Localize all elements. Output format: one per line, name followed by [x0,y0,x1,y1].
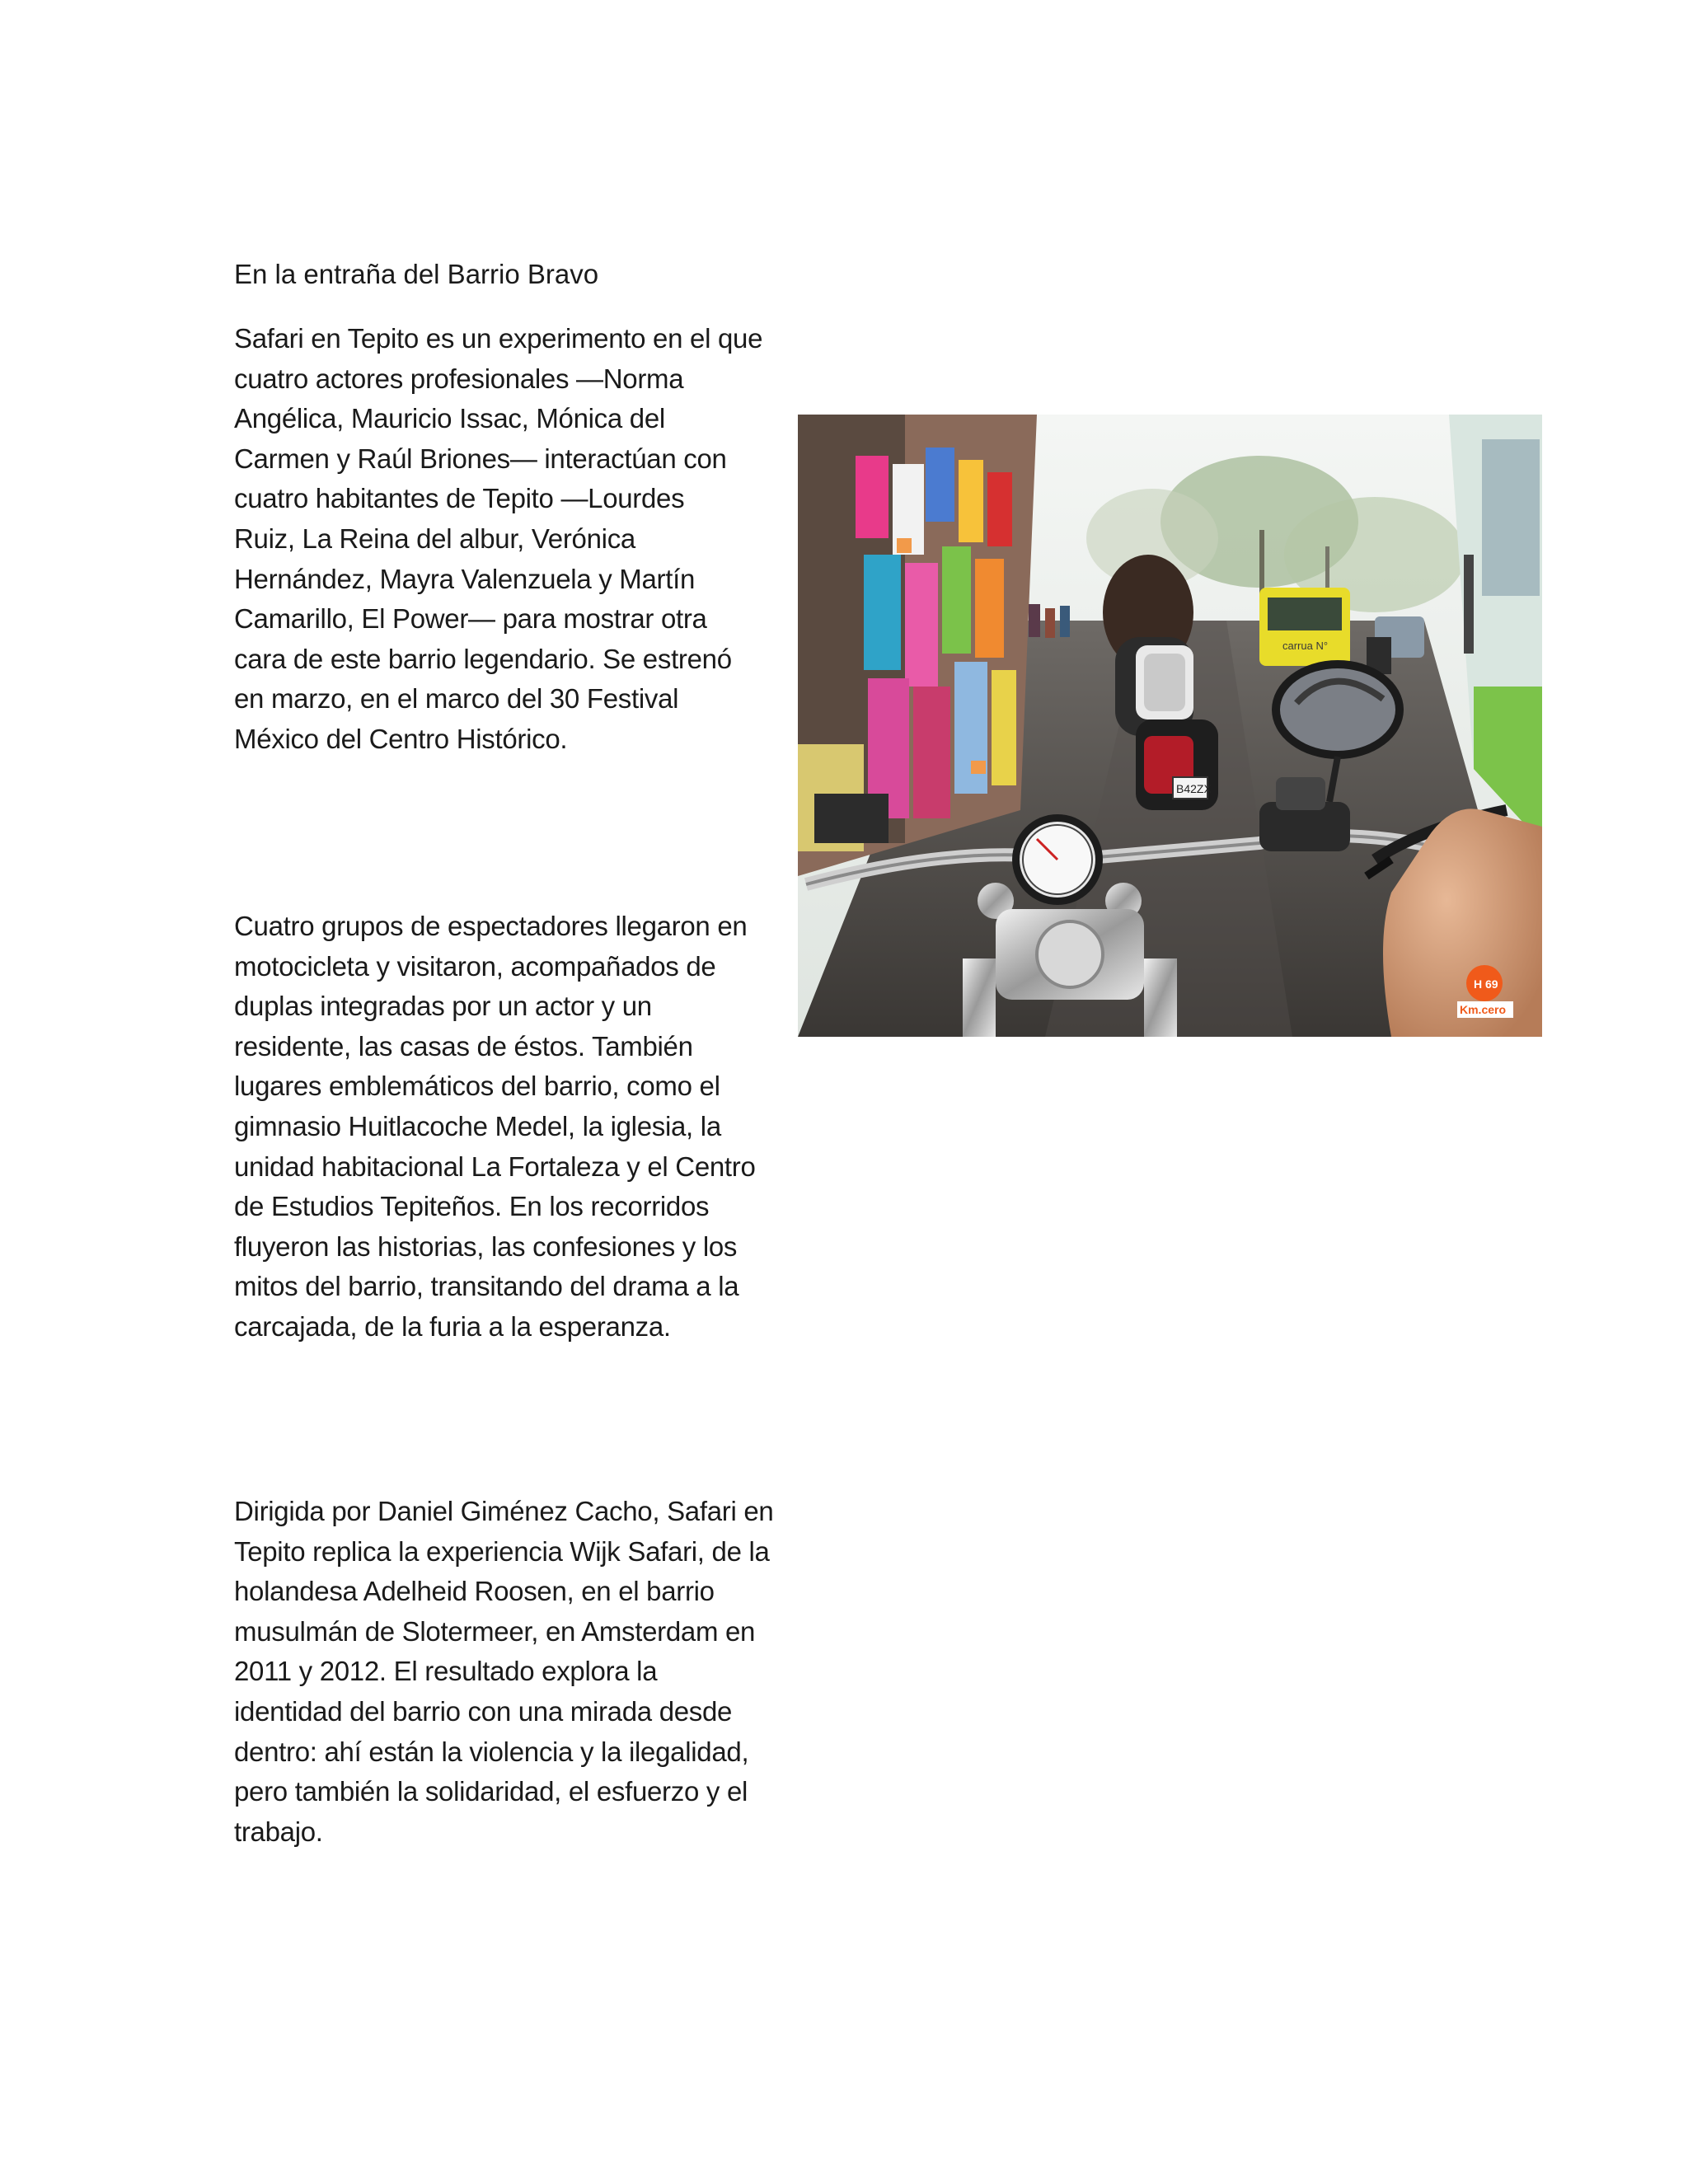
license-plate: B42ZX [1176,782,1212,795]
bus-sign: carrua N° [1282,640,1329,652]
paragraph-tour: Cuatro grupos de espectadores llegaron en motocicleta y visitaron, acompañados de duplas integradas por un actor y un residente, las casas de éstos. También lugares emblemáticos del barrio, como el gimnasio Huitlacoche Medel, la iglesia, la unidad habitacional La Fortaleza y el Centro de Estudios Tepiteños. En los recorridos fluyeron las historias, las confesiones y los mitos del barrio, transitando del drama a la carcajada, de la furia a la esperanza. [234,911,756,1342]
logo-mark: H 69 [1474,977,1498,991]
paragraph-intro: Safari en Tepito es un experimento en el que cuatro actores profesionales —Norma Angélica, Mauricio Issac, Mónica del Carmen y Raúl Briones— interactúan con cuatro habitantes de Tepito —Lourdes Ruiz, La Reina del albur, Verónica Hernández, Mayra Valenzuela y Martín Camarillo, El Power— para mostrar otra cara de este barrio legendario. Se estrenó en marzo, en el marco del 30 Festival México del Centro Histórico. [234,323,763,754]
paragraph-director: Dirigida por Daniel Giménez Cacho, Safari en Tepito replica la experiencia Wijk Safari, de la holandesa Adelheid Roosen, en el barrio musulmán de Slotermeer, en Amsterdam en 2011 y 2012. El resultado explora la identidad del barrio con una mirada desde dentro: ahí están la violencia y la ilegalidad, pero también la solidaridad, el esfuerzo y el trabajo. [234,1496,774,1847]
photo-illustration [798,415,1542,1037]
article-title: En la entraña del Barrio Bravo [234,259,599,289]
logo-wordmark: Km.cero [1460,1003,1507,1016]
motorcycle-street-photo [798,415,1542,1037]
